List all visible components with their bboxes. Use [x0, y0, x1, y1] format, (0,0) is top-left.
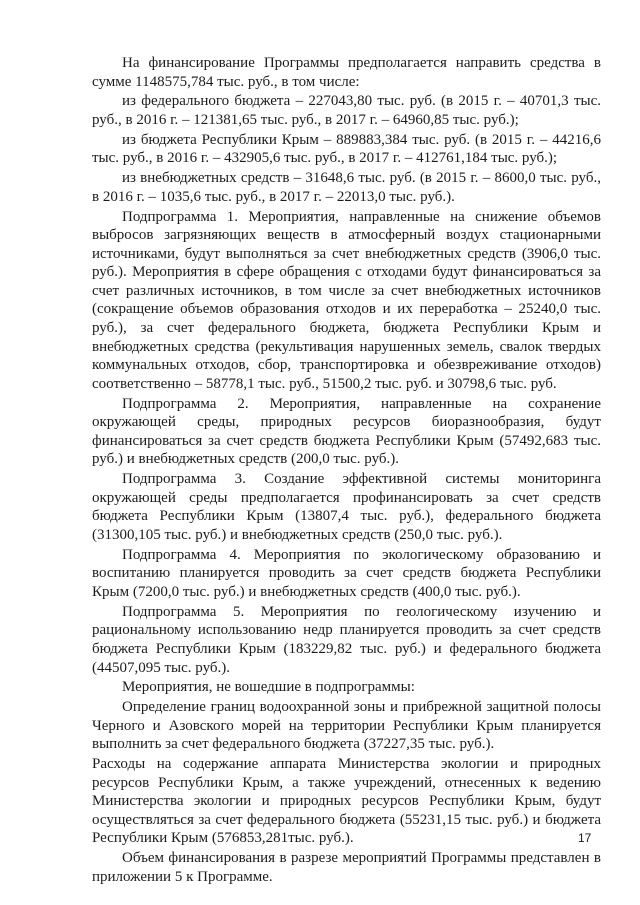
paragraph-other-measures-heading: Мероприятия, не вошедшие в подпрограммы: [122, 679, 415, 696]
paragraph-total-funding: На финансирование Программы предполагается направить средства в сумме 1148575,784 тыс. руб., в том числе: [92, 55, 601, 90]
paragraph-federal-budget: из федерального бюджета – 227043,80 тыс. руб. (в 2015 г. – 40701,3 тыс. руб., в 2016 г. – 121381,65 тыс. руб., в 2017 г. – 64960,85 тыс. руб.); [92, 93, 601, 128]
paragraph-subprogram-3: Подпрограмма 3. Создание эффективной системы мониторинга окружающей среды предполагается профинансировать за счет средств бюджета Республики Крым (13807,4 тыс. руб.), федерального бюджета (31300,105 тыс. руб.) и внебюджетных средств (250,0 тыс. руб.). [92, 471, 601, 543]
paragraph-ministry-expenses: Расходы на содержание аппарата Министерства экологии и природных ресурсов Республики Крым, а также учреждений, отнесенных к ведению Министерства экологии и природных ресурсов Республики Крым, будут осуществляться за счет федерального бюджета (55231,15 тыс. руб.) и бюджета Республики Крым (576853,281тыс. руб.). [92, 756, 601, 847]
paragraph-appendix-reference: Объем финансирования в разрезе мероприятий Программы представлен в приложении 5 к Программе. [92, 850, 601, 885]
page-number: 17 [578, 831, 592, 845]
document-page [92, 54, 601, 888]
paragraph-water-protection-zone: Определение границ водоохранной зоны и прибрежной защитной полосы Черного и Азовского морей на территории Республики Крым планируется выполнить за счет федерального бюджета (37227,35 тыс. руб.). [92, 699, 601, 753]
paragraph-extrabudgetary: из внебюджетных средств – 31648,6 тыс. руб. (в 2015 г. – 8600,0 тыс. руб., в 2016 г. – 1035,6 тыс. руб., в 2017 г. – 22013,0 тыс. руб.). [92, 170, 601, 205]
paragraph-subprogram-2: Подпрограмма 2. Мероприятия, направленные на сохранение окружающей среды, природных ресурсов биоразнообразия, будут финансироваться за счет средств бюджета Республики Крым (57492,683 тыс. руб.) и внебюджетных средств (200,0 тыс. руб.). [92, 395, 601, 468]
paragraph-subprogram-1: Подпрограмма 1. Мероприятия, направленные на снижение объемов выбросов загрязняющих веществ в атмосферный воздух стационарными источниками, будут выполняться за счет внебюджетных средств (3906,0 тыс. руб.). Мероприятия в сфере обращения с отходами будут финансироваться за счет различных источников, в том числе за счет внебюджетных источников (сокращение объемов образования отходов и их переработка – 25240,0 тыс. руб.), за счет федерального бюджета, бюджета Республики Крым и внебюджетных средства (рекультивация нарушенных земель, свалок твердых коммунальных отходов, сбор, транспортировка и обезвреживание отходов) соответственно – 58778,1 тыс. руб., 51500,2 тыс. руб. и 30798,6 тыс. руб. [92, 208, 601, 392]
paragraph-subprogram-4: Подпрограмма 4. Мероприятия по экологическому образованию и воспитанию планируется проводить за счет средств бюджета Республики Крым (7200,0 тыс. руб.) и внебюджетных средств (400,0 тыс. руб.). [92, 546, 601, 600]
paragraph-subprogram-5: Подпрограмма 5. Мероприятия по геологическому изучению и рациональному использованию недр планируется проводить за счет средств бюджета Республики Крым (183229,82 тыс. руб.) и федерального бюджета (44507,095 тыс. руб.). [92, 603, 601, 676]
paragraph-crimea-budget: из бюджета Республики Крым – 889883,384 тыс. руб. (в 2015 г. – 44216,6 тыс. руб., в 2016 г. – 432905,6 тыс. руб., в 2017 г. – 412761,184 тыс. руб.); [92, 131, 601, 167]
